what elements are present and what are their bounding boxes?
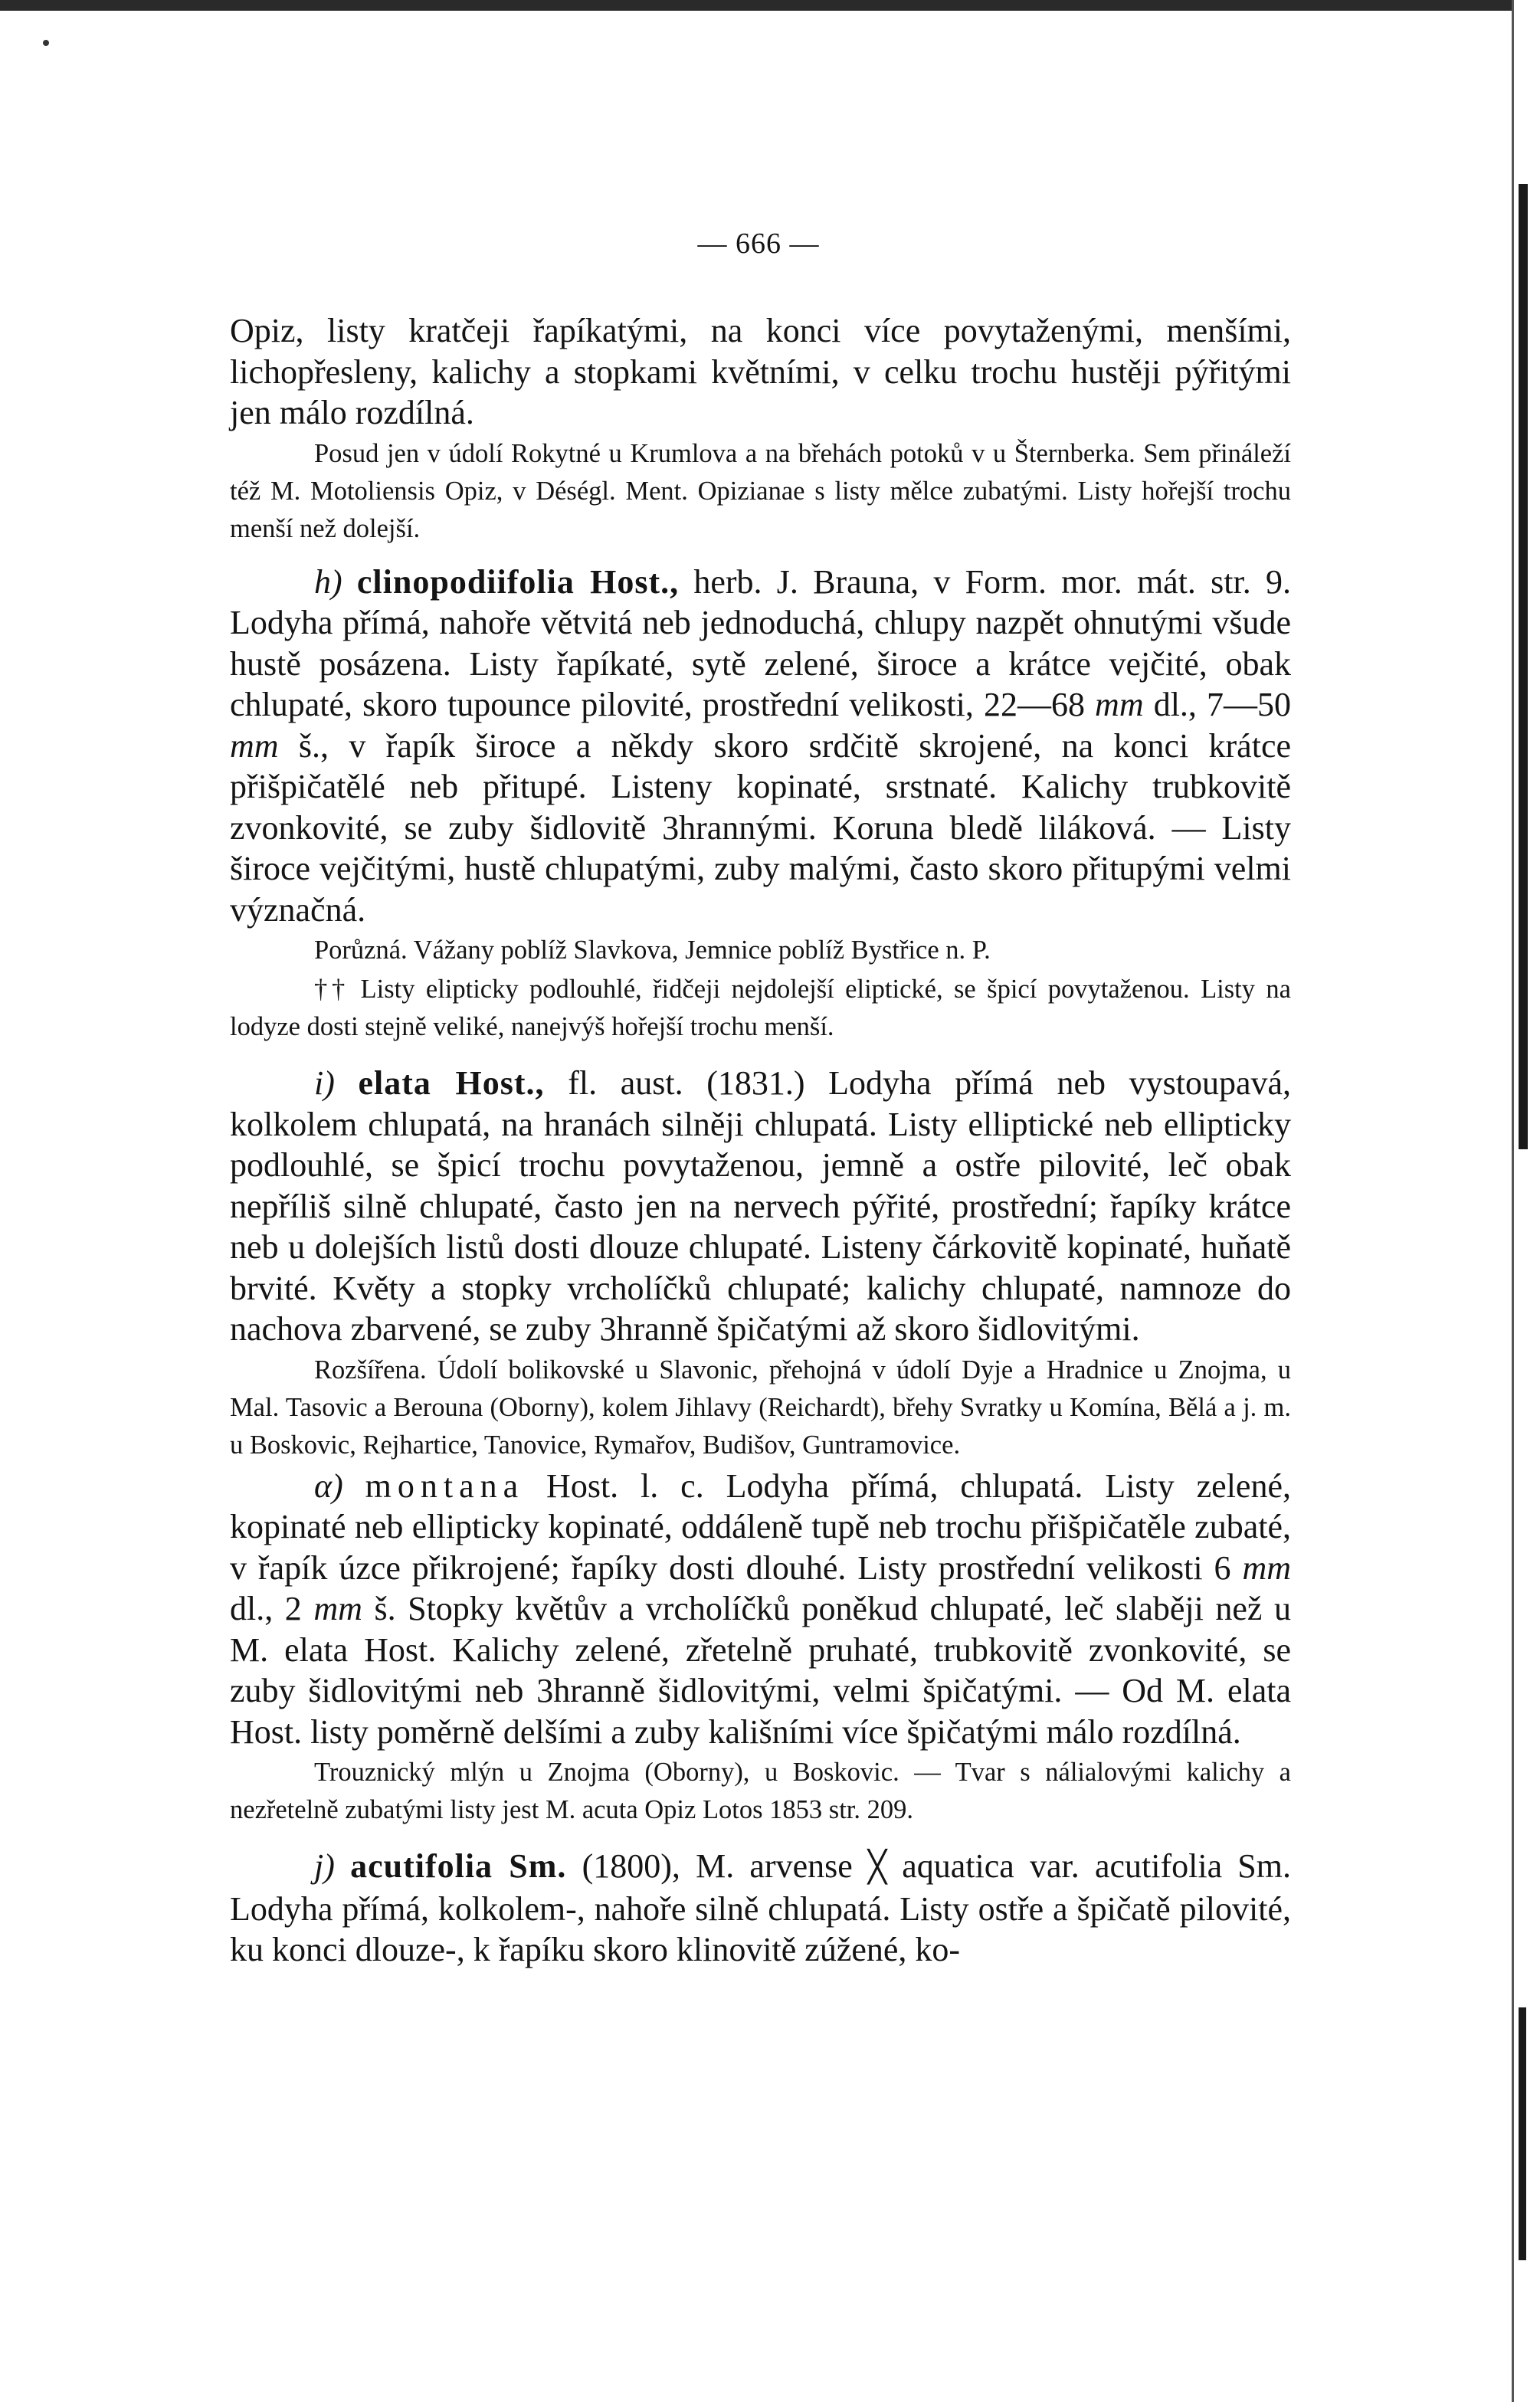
text-run: Opiz, listy kratčeji řapíkatými, na konci více povytaženými, menšími, lichopřesleny, kalichy a stopkami květními, v celku trochu hustěji pýřitými jen málo rozdílná. bbox=[230, 312, 1291, 431]
text-run: h) bbox=[314, 562, 357, 601]
text-run: š. Stopky květův a vrcholíčků poněkud chlupaté, leč slaběji než u M. elata Host. Kalichy zelené, zřetelně pruhaté, trubkovitě zvonkovité, se zuby šidlovitými neb 3hranně šidlovitými, velmi špičatými. — Od M. elata Host. listy poměrně delšími a zuby kališními více špičatými málo rozdílná. bbox=[230, 1590, 1291, 1751]
text-run: Porůzná. Vážany poblíž Slavkova, Jemnice poblíž Bystřice n. P. bbox=[314, 936, 991, 965]
locality-note-znojmo bbox=[230, 1754, 1291, 1829]
taxon-name: elata Host., bbox=[358, 1064, 545, 1102]
paragraph-acutifolia bbox=[230, 1846, 1291, 1971]
paragraph-montana bbox=[230, 1466, 1291, 1753]
page-body bbox=[230, 310, 1291, 1971]
taxon-name: acutifolia Sm. bbox=[350, 1847, 567, 1885]
text-run: Trouznický mlýn u Znojma (Oborny), u Boskovic. — Tvar s nálialovými kalichy a nezřetelně zubatými listy jest M. acuta Opiz Lotos 1853 str. 209. bbox=[230, 1758, 1291, 1824]
binding-shadow bbox=[1519, 184, 1528, 1149]
page-number: — 666 — bbox=[697, 228, 820, 260]
text-run: Posud jen v údolí Rokytné u Krumlova a na břehách potoků v u Šternberka. Sem přináleží též M. Motoliensis Opiz, v Déségl. Ment. Opizianae s listy mělce zubatými. Listy hořejší trochu menší než dolejší. bbox=[230, 438, 1291, 543]
taxon-name: clinopodiifolia Host., bbox=[356, 562, 680, 601]
text-run: montana bbox=[365, 1466, 525, 1505]
text-run: mm bbox=[313, 1590, 362, 1627]
text-run: aquatica var. acutifolia Sm. Lodyha přímá, kolkolem-, nahoře silně chlupatá. Listy ostře a špičatě pilovité, ku konci dlouze-, k řapíku skoro klinovitě zúžené, ko- bbox=[230, 1847, 1291, 1968]
scan-top-edge bbox=[0, 0, 1540, 11]
text-run: Host. l. c. Lodyha přímá, chlupatá. Listy zelené, kopinaté neb ellipticky kopinaté, oddáleně tupě neb trochu přišpičatěle zubaté, v řapík úzce přikrojené; řapíky dosti dlouhé. Listy prostřední velikosti 6 bbox=[230, 1466, 1291, 1587]
locality-note-rokytna bbox=[230, 435, 1291, 548]
locality-note-slavonice bbox=[230, 1352, 1291, 1464]
paragraph-opiz-end bbox=[230, 310, 1291, 434]
scan-right-edge bbox=[1512, 0, 1540, 2402]
text-run: dl., 2 bbox=[230, 1590, 314, 1627]
text-run: š., v řapík široce a někdy skoro srdčitě skrojené, na konci krátce přišpičatělé neb přitupé. Listeny kopinaté, srstnaté. Kalichy trubkovitě zvonkovité, se zuby šidlovitě 3hrannými. Koruna bledě liláková. — Listy široce vejčitými, hustě chlupatými, zuby malými, často skoro přitupými velmi význačná. bbox=[230, 726, 1291, 929]
paragraph-clinopodiifolia bbox=[230, 562, 1291, 931]
text-run: (1800), M. arvense bbox=[566, 1847, 868, 1885]
text-run: dl., 7—50 bbox=[1143, 686, 1291, 723]
paragraph-elata bbox=[230, 1063, 1291, 1350]
text-run: Rozšířena. Údolí bolikovské u Slavonic, přehojná v údolí Dyje a Hradnice u Znojma, u Mal. Tasovic a Berouna (Oborny), kolem Jihlavy (Reichardt), břehy Svratky u Komína, Bělá a j. m. u Boskovic, Rejhartice, Tanovice, Rymařov, Budišov, Guntramovice. bbox=[230, 1355, 1291, 1460]
binding-shadow-lower bbox=[1519, 2007, 1526, 2260]
text-run: mm bbox=[1095, 686, 1144, 723]
scan-speck bbox=[43, 40, 49, 46]
locality-note-vazany bbox=[230, 932, 1291, 969]
text-run: mm bbox=[230, 726, 279, 765]
text-run: mm bbox=[1242, 1548, 1291, 1587]
text-run: i) bbox=[314, 1064, 359, 1102]
hybrid-cross-symbol: ╳ bbox=[867, 1850, 887, 1885]
text-run: herb. J. Brauna, v Form. mor. mát. str. 9. Lodyha přímá, nahoře větvitá neb jednoduchá, chlupy nazpět ohnutými všude hustě posázena. Listy řapíkaté, sytě zelené, široce a krátce vejčité, obak chlupaté, skoro tupounce pilovité, prostřední velikosti, 22—68 bbox=[230, 562, 1291, 723]
text-run: j) bbox=[314, 1847, 351, 1885]
text-run: α) bbox=[314, 1466, 365, 1505]
text-run: †† bbox=[314, 975, 361, 1004]
text-run: Listy elipticky podlouhlé, řidčeji nejdolejší eliptické, se špicí povytaženou. Listy na lodyze dosti stejně veliké, nanejvýš hořejší trochu menší. bbox=[230, 975, 1291, 1041]
key-note-elliptic-leaves bbox=[230, 971, 1291, 1046]
text-run: fl. aust. (1831.) Lodyha přímá neb vystoupavá, kolkolem chlupatá, na hranách silněji chlupatá. Listy elliptické neb ellipticky podlouhlé, se špicí trochu povytaženou, jemně a ostře pilovité, leč obak nepříliš silně chlupaté, často jen na nervech pýřité, prostřední; řapíky krátce neb u dolejších listů dosti dlouze chlupaté. Listeny čárkovitě kopinaté, huňatě brvité. Květy a stopky vrcholíčků chlupaté; kalichy chlupaté, namnoze do nachova zbarvené, se zuby 3hranně špičatými až skoro šidlovitými. bbox=[230, 1064, 1292, 1348]
